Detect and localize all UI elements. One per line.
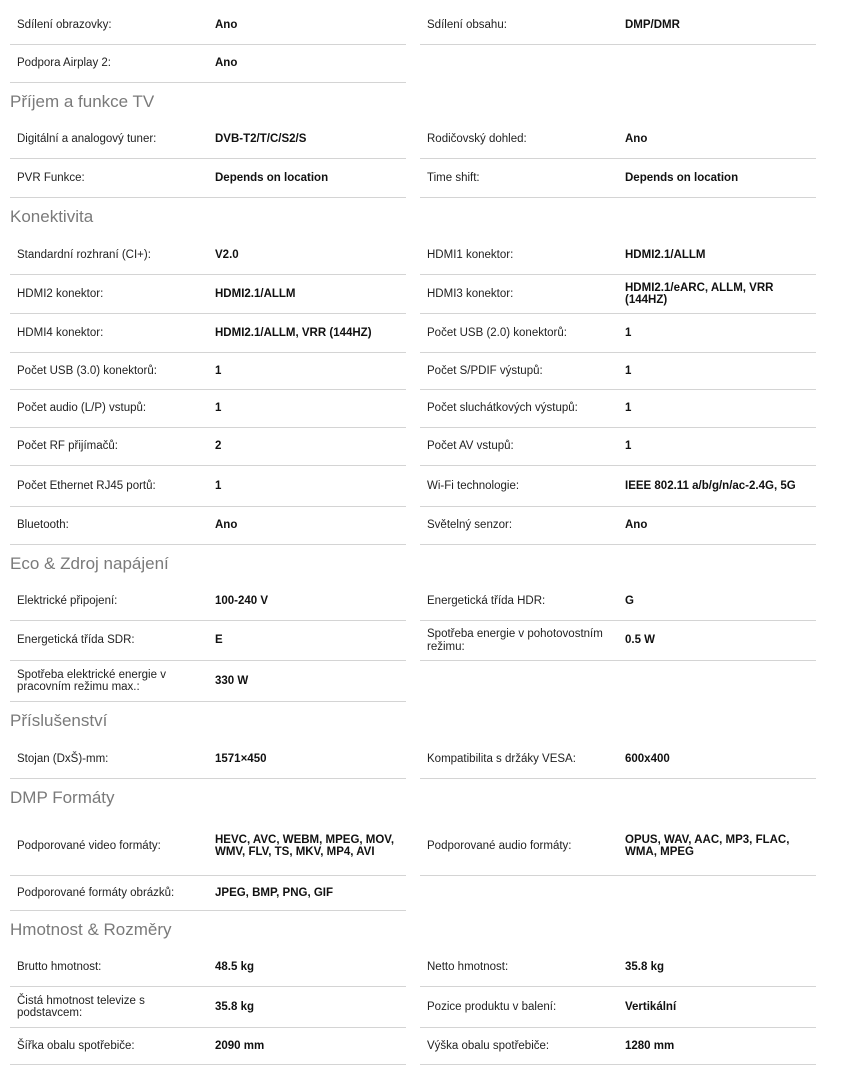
section-heading: DMP Formáty — [10, 788, 115, 807]
spec-value: 1 — [625, 440, 632, 453]
spec-value: Ano — [215, 519, 238, 532]
spec-row — [420, 817, 816, 876]
spec-label: Výška obalu spotřebiče: — [427, 1039, 550, 1052]
spec-label: Podporované video formáty: — [17, 839, 161, 852]
spec-section — [10, 911, 816, 1065]
spec-grid — [10, 740, 816, 779]
spec-value: Vertikální — [625, 1000, 677, 1013]
spec-row — [10, 314, 406, 353]
spec-label: Digitální a analogový tuner: — [17, 133, 157, 146]
spec-label: Čistá hmotnost televize s podstavcem: — [17, 994, 145, 1019]
spec-value: 600x400 — [625, 752, 670, 765]
spec-value: 2090 mm — [215, 1039, 265, 1052]
spec-label: Světelný senzor: — [427, 519, 513, 532]
spec-value: HDMI2.1/ALLM, VRR (144HZ) — [215, 326, 372, 339]
spec-row — [10, 740, 406, 779]
spec-section — [10, 83, 816, 198]
spec-value: HEVC, AVC, WEBM, MPEG, MOV, WMV, FLV, TS, MKV, MP4, AVI — [215, 833, 395, 858]
spec-row — [420, 353, 816, 390]
spec-value: HDMI2.1/ALLM — [215, 287, 296, 300]
spec-row — [10, 507, 406, 545]
spec-section — [10, 6, 816, 83]
section-heading: Příslušenství — [10, 711, 108, 730]
spec-row — [10, 661, 406, 702]
spec-value: 1571×450 — [215, 752, 267, 765]
spec-row — [10, 45, 406, 83]
spec-value: 1 — [625, 326, 632, 339]
spec-value: JPEG, BMP, PNG, GIF — [215, 886, 334, 899]
spec-value: IEEE 802.11 a/b/g/n/ac-2.4G, 5G — [625, 479, 796, 492]
section-heading: Hmotnost & Rozměry — [10, 920, 172, 939]
spec-value: 1 — [215, 402, 222, 415]
spec-row — [420, 740, 816, 779]
spec-value: OPUS, WAV, AAC, MP3, FLAC, WMA, MPEG — [625, 833, 790, 858]
spec-row — [420, 428, 816, 466]
spec-row — [420, 1028, 816, 1065]
spec-row — [420, 949, 816, 987]
spec-label: Netto hmotnost: — [427, 961, 509, 974]
spec-row — [10, 236, 406, 275]
spec-label: Time shift: — [427, 171, 480, 184]
spec-label: Počet Ethernet RJ45 portů: — [17, 479, 156, 492]
spec-value: Depends on location — [625, 171, 739, 184]
spec-row — [420, 987, 816, 1028]
spec-label: Počet audio (L/P) vstupů: — [17, 402, 147, 415]
spec-row — [420, 314, 816, 353]
spec-row — [420, 390, 816, 428]
spec-label: Standardní rozhraní (CI+): — [17, 248, 151, 261]
spec-value: 35.8 kg — [215, 1000, 254, 1013]
spec-label: Energetická třída HDR: — [427, 595, 546, 608]
spec-label: Počet AV vstupů: — [427, 440, 514, 453]
spec-grid — [10, 583, 816, 702]
section-heading: Konektivita — [10, 207, 94, 226]
spec-section — [10, 779, 816, 911]
spec-value: HDMI2.1/ALLM — [625, 248, 706, 261]
spec-label: HDMI4 konektor: — [17, 326, 104, 339]
spec-value: 1 — [215, 479, 222, 492]
spec-label: Počet sluchátkových výstupů: — [427, 402, 578, 415]
spec-label: HDMI3 konektor: — [427, 287, 514, 300]
spec-value: 330 W — [215, 674, 249, 687]
spec-row — [10, 621, 406, 661]
spec-row — [10, 121, 406, 159]
empty-cell — [420, 661, 816, 702]
spec-label: Počet USB (2.0) konektorů: — [427, 326, 567, 339]
spec-value: 2 — [215, 440, 222, 453]
spec-row — [420, 583, 816, 621]
spec-section — [10, 198, 816, 545]
spec-label: HDMI1 konektor: — [427, 248, 514, 261]
spec-grid — [10, 6, 816, 83]
spec-row — [420, 275, 816, 314]
spec-label: Šířka obalu spotřebiče: — [17, 1039, 135, 1052]
section-heading: Eco & Zdroj napájení — [10, 554, 169, 573]
spec-value: E — [215, 634, 223, 647]
spec-row — [420, 159, 816, 198]
spec-section — [10, 702, 816, 779]
spec-label: Podporované audio formáty: — [427, 839, 572, 852]
spec-label: Rodičovský dohled: — [427, 133, 527, 146]
spec-row — [420, 6, 816, 45]
spec-value: 35.8 kg — [625, 961, 664, 974]
spec-row — [10, 159, 406, 198]
spec-label: Podporované formáty obrázků: — [17, 886, 175, 899]
spec-label: Počet S/PDIF výstupů: — [427, 364, 543, 377]
spec-row — [10, 428, 406, 466]
spec-label: Pozice produktu v balení: — [427, 1000, 557, 1013]
spec-value: Depends on location — [215, 171, 329, 184]
spec-value: 48.5 kg — [215, 961, 254, 974]
spec-row — [10, 949, 406, 987]
spec-row — [10, 876, 406, 911]
spec-value: 1280 mm — [625, 1039, 675, 1052]
spec-value: 1 — [625, 364, 632, 377]
spec-section — [10, 545, 816, 702]
spec-row — [420, 466, 816, 507]
spec-value: HDMI2.1/eARC, ALLM, VRR (144HZ) — [625, 281, 774, 306]
spec-row — [10, 6, 406, 45]
spec-label: Wi-Fi technologie: — [427, 479, 520, 492]
spec-label: Sdílení obrazovky: — [17, 18, 112, 31]
spec-row — [10, 1028, 406, 1065]
spec-value: Ano — [625, 133, 648, 146]
spec-label: Kompatibilita s držáky VESA: — [427, 752, 576, 765]
spec-table — [10, 6, 816, 1065]
spec-row — [10, 275, 406, 314]
spec-label: PVR Funkce: — [17, 171, 85, 184]
spec-grid — [10, 949, 816, 1065]
spec-label: Spotřeba energie v pohotovostním režimu: — [427, 628, 603, 653]
spec-value: Ano — [625, 519, 648, 532]
spec-label: Elektrické připojení: — [17, 595, 118, 608]
spec-row — [10, 466, 406, 507]
spec-row — [10, 390, 406, 428]
spec-label: Podpora Airplay 2: — [17, 57, 111, 70]
spec-row — [10, 583, 406, 621]
spec-value: Ano — [215, 57, 238, 70]
spec-label: Energetická třída SDR: — [17, 634, 135, 647]
spec-row — [420, 621, 816, 661]
spec-value: 0.5 W — [625, 634, 656, 647]
spec-row — [420, 507, 816, 545]
spec-label: Bluetooth: — [17, 519, 69, 532]
spec-value: V2.0 — [215, 248, 239, 261]
spec-row — [420, 121, 816, 159]
spec-grid — [10, 236, 816, 545]
section-heading: Příjem a funkce TV — [10, 92, 155, 111]
spec-label: Spotřeba elektrické energie v pracovním režimu max.: — [17, 668, 166, 693]
spec-row — [420, 236, 816, 275]
spec-value: 100-240 V — [215, 595, 269, 608]
spec-grid — [10, 121, 816, 198]
spec-value: Ano — [215, 18, 238, 31]
empty-cell — [420, 876, 816, 911]
spec-label: Počet USB (3.0) konektorů: — [17, 364, 157, 377]
spec-label: Stojan (DxŠ)-mm: — [17, 752, 109, 765]
spec-row — [10, 817, 406, 876]
spec-label: Brutto hmotnost: — [17, 961, 102, 974]
spec-row — [10, 353, 406, 390]
spec-value: DVB-T2/T/C/S2/S — [215, 133, 307, 146]
spec-value: 1 — [625, 402, 632, 415]
empty-cell — [420, 45, 816, 83]
spec-value: DMP/DMR — [625, 18, 680, 31]
spec-grid — [10, 817, 816, 911]
spec-row — [10, 987, 406, 1028]
spec-value: G — [625, 595, 634, 608]
spec-value: 1 — [215, 364, 222, 377]
spec-label: HDMI2 konektor: — [17, 287, 104, 300]
spec-label: Sdílení obsahu: — [427, 18, 507, 31]
spec-label: Počet RF přijímačů: — [17, 440, 118, 453]
